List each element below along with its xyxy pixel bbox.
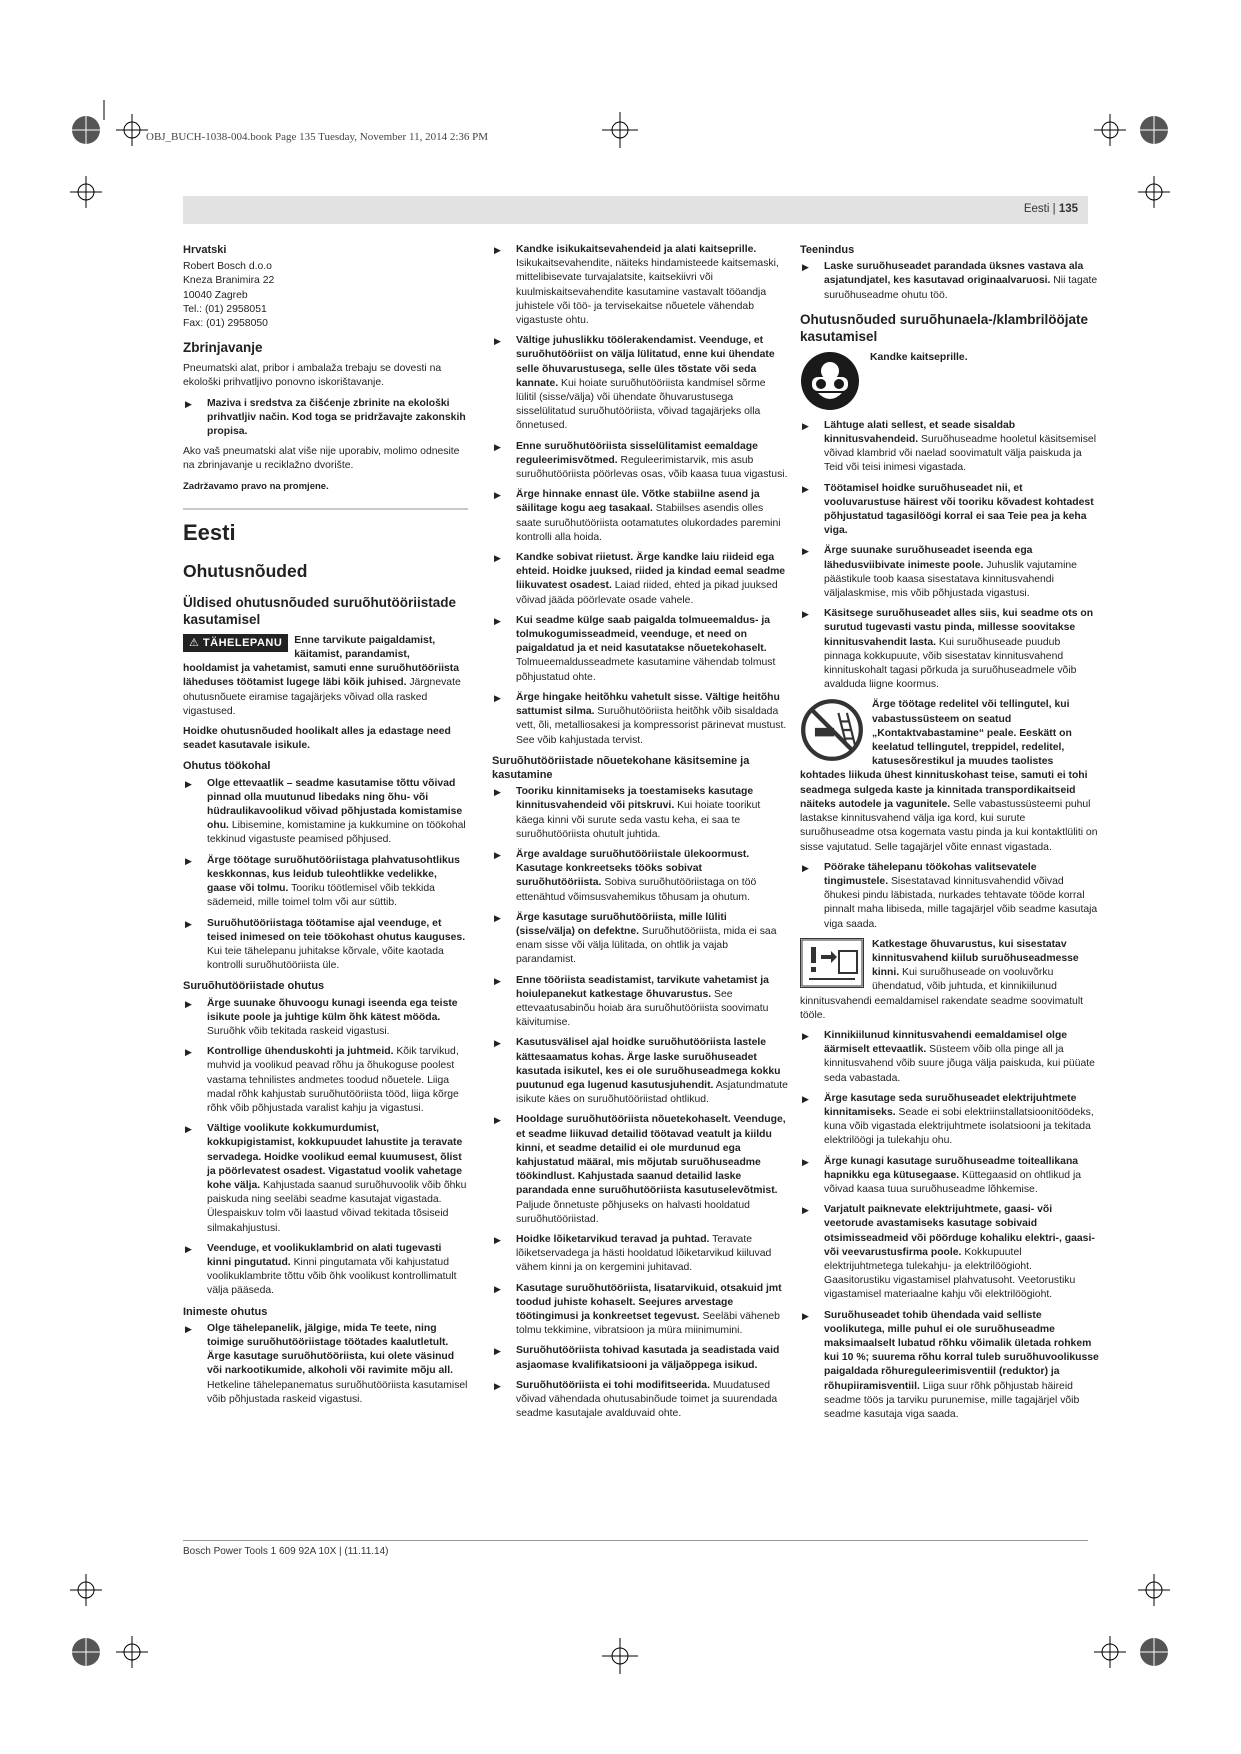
list-item: ▶ Veenduge, et voolikuklambrid on alati tugevasti kinni pingutatud. Kinni pingutamata või kahjustatud voolikuklambrite tõttu võib õhk voolikust kontrollimatult välja pääseda. xyxy=(185,1242,457,1297)
list-item: ▶ Tooriku kinnitamiseks ja toestamiseks kasutage kinnitusvahendeid või pitskruvi. Kui hoiate toorikut käega kinni või surute seda vastu keha, ei saa te suruõhutööriista ohutult juhtida. xyxy=(494,786,761,840)
list-item: ▶ Kasutusvälisel ajal hoidke suruõhutööriista lastele kättesaamatus kohas. Ärge laske suruõhuseadet kasutada isikutel, kes ei ole suruõhuseadmega kokku puutunud ega lugenud kasutusjuhendit. Asjatundmatute isikute käes on suruõhutööriistad ohtlikud. xyxy=(494,1037,788,1106)
page-number: Eesti | 135 xyxy=(1023,203,1078,215)
list-item: ▶ Ärge hingake heitõhku vahetult sisse. Vältige heitõhu sattumist silma. Suruõhutööriista heitõhk võib sisaldada vett, õli, metalliosakesi ja kompressorist pärinevat mustust. See võib kahjustada tervist. xyxy=(494,691,787,746)
footer-divider xyxy=(183,1540,1088,1541)
subsection-heading: Teenindus xyxy=(800,244,855,256)
country-heading: Hrvatski xyxy=(183,244,227,256)
list-item: ▶ Enne suruõhutööriista sisselülitamist eemaldage reguleerimisvõtmed. Reguleerimistarvik, mis asub suruõhutööriista pöörlevas osas, võib kaasa tuua vigastusi. xyxy=(494,440,788,481)
list-item: ▶ Suruõhutööriistaga töötamise ajal veenduge, et teised inimesed on teie töökohast ohutus kauguses. Kui teie tähelepanu juhitakse kõrvale, võite kaotada kontrolli suruõhutööriista üle. xyxy=(185,917,466,972)
list-item: ▶ Vältige voolikute kokkumurdumist, kokkupigistamist, kokkupuudet lahustite ja teravate servadega. Hoidke voolikud eemal kuumusest, õlist ja pöörlevatest osadest. Vigastatud voolik vahetage kohe välja. Kahjustada saanud suruõhuvoolik võib õhku paiskuda ning seeläbi seadme kasutajat vigastada. Ülespaiskuv tolm või laastud võivad tekitada tõsiseid silmakahjustusi. xyxy=(185,1123,467,1234)
list-item: ▶ Suruõhuseadet tohib ühendada vaid selliste voolikutega, mille puhul ei ole suruõhuseadme maksimaalselt lubatud rõhku võimalik ületada rohkem kui 10 %; suurema rõhu korral tuleb suruõhuvoolikusse paigaldada rõhureguleerimisventiil (reduktor) ja rõhupiiramisventiil. Liiga suur rõhk põhjustab häireid seadme töös ja tarviku purunemise, mille tagajärjel võib seadme kasutaja viga saada. xyxy=(802,1309,1099,1421)
column-3 xyxy=(800,243,1100,1428)
page-header xyxy=(183,196,1088,224)
list-item: ▶ Kasutage suruõhutööriista, lisatarvikuid, otsakuid jmt toodud juhiste kohaselt. Seejures arvestage töötingimusi ja konkreetset tegevust. Seeläbi väheneb tolmu tekkimine, vibratsioon ja müra miinimumini. xyxy=(494,1282,782,1337)
registration-mark-top-center xyxy=(600,110,640,150)
list-item: ▶ Suruõhutööriista ei tohi modifitseerida. Muudatused võivad vähendada ohutusabinõude toimet ja suurendada seadme kasutajale avalduvaid ohte. xyxy=(494,1379,778,1420)
list-item: ▶ Hoidke lõiketarvikud teravad ja puhtad. Teravate lõiketservadega ja hästi hooldatud lõiketarvikud kiiluvad vähem kinni ja on kergemini juhitavad. xyxy=(494,1234,772,1274)
goggles-notice: Kandke kaitseprille. xyxy=(800,351,1100,411)
list-item: ▶ Ärge kasutage suruõhutööriista, mille lüliti (sisse/välja) on defektne. Suruõhutööriista, mida ei saa enam sisse või välja lülitada, on ohtlik ja vajab parandamist. xyxy=(494,911,777,966)
list-item: ▶ Kontrollige ühenduskohti ja juhtmeid. Kõik tarvikud, muhvid ja voolikud peavad rõhu ja õhukoguse poolest vastama tehnilistes andmetes toodud nõuetele. Liiga madal rõhk kahjustab suruõhutööriista tööd, liiga kõrge rõhk võib põhjustada varalist kahju ja vigastusi. xyxy=(185,1046,459,1114)
language-title: Eesti xyxy=(183,519,236,545)
safety-goggles-icon xyxy=(800,351,860,411)
list-item: ▶ Kandke sobivat riietust. Ärge kandke laiu riideid ega ehteid. Hoidke juuksed, riided ja kindad eemal seadme liikuvatest osadest. Laiad riided, ehted ja pikad juuksed võivad jääda pöörlevate osade vahele. xyxy=(494,552,786,606)
list-item: ▶ Lähtuge alati sellest, et seade sisaldab kinnitusvahendeid. Suruõhuseadme hooletul käsitsemisel võivad klambrid või naelad soovimatult välja paiskuda ja Teid või teisi inimesi vigastada. xyxy=(802,419,1097,474)
notice: Zadržavamo pravo na promjene. xyxy=(183,480,329,492)
section-heading: Zbrinjavanje xyxy=(183,340,263,356)
list-item: ▶ Ärge töötage suruõhutööriistaga plahvatusohtlikus keskkonnas, kus leidub tuleohtlikke vedelikke, gaase või tolmu. Tooriku töötlemisel võib tekkida sädemeid, mille toimel tolm või aur süttib. xyxy=(185,854,460,909)
divider xyxy=(183,508,468,510)
ladder-warning: Ärge töötage redelitel või tellingutel, kui vabastussüsteem on seatud „Kontaktvabastamine“ peale. Eeskätt on keelatud tellingutel, treppidel, redelitel, katusesõrestikul ja muudes taolistes kohtades liikuda ühest kinnituskohast teise, samuti ei tohi seadmega sulgeda kaste ja kinnitada transpordikaitseid näiteks autodele ja vagunitele. Selle vabastussüsteemi puhul lastakse kinnitusvahend välja iga kord, kui surute suruõhuseadme otsa kogemata vastu pinda ja kui kontaktlüliti on sisse vajutatud. Selle tagajärjel võite ennast vigastada. xyxy=(800,699,1098,853)
list-item: ▶ Olge ettevaatlik – seadme kasutamise tõttu võivad pinnad olla muutunud libedaks ning õhu- või hüdraulikavoolikud võivad põhjustada komistamise ohu. Libisemine, komistamine ja kukkumine on töökohal tekkinud vigastuste peamised põhjused. xyxy=(185,777,466,846)
list-item: ▶ Kinnikiilunud kinnitusvahendi eemaldamisel olge äärmiselt ettevaatlik. Süsteem võib olla pinge all ja kinnitusvahend võib suure jõuga välja paiskuda, kui püüate seda vabastada. xyxy=(802,1029,1095,1084)
registration-mark-bottom-right xyxy=(1090,1560,1180,1680)
list-item: ▶ Ärge suunake suruõhuseadet iseenda ega lähedusviibivate inimeste poole. Juhuslik vajutamine päästikule toob kaasa sisestatava kinnitusvahendi väljalaskmise, mis võib põhjustada vigastusi. xyxy=(802,545,1077,600)
warning-badge: ⚠ TÄHELEPANU xyxy=(183,634,288,652)
list-item: ▶ Vältige juhuslikku töölerakendamist. Veenduge, et suruõhutööriist on välja lülitatud, enne kui ühendate selle õhuvarustusega, selle üles tõstate või seda kannate. Kui hoiate suruõhutööriista kandmisel sõrme lülitil (sisse/välja) või ühendate õhuvarustusega sisselülitatud suruõhutööriista, võivad tagajärjeks olla õnnetused. xyxy=(494,335,775,432)
registration-mark-bottom-left xyxy=(60,1560,150,1680)
list-item: ▶ Ärge hinnake ennast üle. Võtke stabiilne asend ja säilitage kogu aeg tasakaal. Stabiilses asendis olles saate suruõhutööriista ootamatutes olukordades paremini kontrolli alla hoida. xyxy=(494,489,781,543)
registration-mark-top-left xyxy=(60,100,150,220)
paragraph: Pneumatski alat, pribor i ambalaža trebaju se dovesti na ekološki prihvatljivo ponovno iskorištavanje. xyxy=(183,363,442,389)
air-disconnect-icon xyxy=(800,938,864,988)
subsection-heading: Suruõhutööriistade ohutus xyxy=(183,980,325,993)
file-info: OBJ_BUCH-1038-004.book Page 135 Tuesday, November 11, 2014 2:36 PM xyxy=(146,131,489,143)
subsection-heading: Inimeste ohutus xyxy=(183,1305,268,1318)
list-item: ▶ Olge tähelepanelik, jälgige, mida Te teete, ning toimige suruõhutööriistage töötades kaalutletult. Ärge kasutage suruõhutööriista, kui olete väsinud või narkootikumide, alkoholi või ravimite mõju all. Hetkeline tähelepanematus suruõhutööriista kasutamisel võib põhjustada raskeid vigastusi. xyxy=(185,1322,468,1405)
list-item: ▶ Käsitsege suruõhuseadet alles siis, kui seadme ots on surutud tugevasti vastu pinda, millesse soovitakse kinnitusvahendit lasta. Kui suruõhuseade puudub pinnaga kokkupuute, võib sisestatav kinnitusvahend kinnituskohalt tagasi põrkuda ja suruõhuseadmele võib avalduda liigne koormus. xyxy=(802,608,1094,691)
list-item: ▶ Ärge suunake õhuvoogu kunagi iseenda ega teiste isikute poole ja juhtige külm õhk kätest mööda. Suruõhk võib tekitada raskeid vigastusi. xyxy=(185,997,458,1037)
section-heading: Ohutusnõuded suruõhunaela-/klambrilööjate kasutamisel xyxy=(800,311,1089,344)
list-item: ▶ Hooldage suruõhutööriista nõuetekohaselt. Veenduge, et seadme liikuvad detailid töötavad veatult ja kiildu kinni, et seadme detailid ei ole murdunud ega kahjustatud määral, mis mõjutab suruõhuseadme töökindlust. Kahjustada saanud detailid laske parandada enne suruõhutööriista kasutuselevõtmist. Paljude õnnetuste põhjuseks on halvasti hooldatud suruõhutööriistad. xyxy=(494,1114,786,1225)
list-item: ▶ Ärge kasutage seda suruõhuseadet elektrijuhtmete kinnitamiseks. Seade ei sobi elektriinstallatsioonitöödeks, kuna võib vigastada elektrijuhtmete isolatsiooni ja tekitada elektrilöögi ja tulekahju ohu. xyxy=(802,1092,1094,1147)
registration-mark-top-right xyxy=(1090,100,1180,220)
air-disconnect-warning: Katkestage õhuvarustus, kui sisestatav kinnitusvahend kiilub suruõhuseadmesse kinni. Kui suruõhuseade on vooluvõrku ühendatud, võib juhtuda, et kinnikiilunud kinnitusvahendi eemaldamisel rakendate seadme soovimatult tööle. xyxy=(800,938,1084,1021)
list-item: ▶ Suruõhutööriista tohivad kasutada ja seadistada vaid asjaomase kvalifikatsiooni ja väljaõppega isikud. xyxy=(494,1345,780,1371)
page-footer: Bosch Power Tools 1 609 92A 10X | (11.11.14) xyxy=(183,1546,389,1557)
list-item: ▶ Kandke isikukaitsevahendeid ja alati kaitseprille. Isikukaitsevahendite, näiteks hindamisteede kaitsemaski, mittelibisevate turvajalatsite, kaitsekiivri või kuulmiskaitsevahendite kasutamine vastavalt tööandja juhistele või töö- ja tervisekaitse nõuetele vähendab vigastuste ohtu. xyxy=(494,244,779,327)
registration-mark-bottom-center xyxy=(600,1636,640,1676)
list-item: ▶ Maziva i sredstva za čišćenje zbrinite na ekološki prihvatljiv način. Kod toga se pridržavajte zakonskih propisa. xyxy=(185,397,466,438)
list-item: ▶ Enne tööriista seadistamist, tarvikute vahetamist ja hoiulepanekut katkestage õhuvarustus. See ettevaatusabinõu hoiab ära suruõhutööriista soovimatu käivitumise. xyxy=(494,974,769,1029)
list-item: ▶ Ärge avaldage suruõhutööriistale ülekoormust. Kasutage konkreetseks tööks sobivat suruõhutööriista. Sobiva suruõhutööriistaga on töö ettenähtud võimsusvahemikus tõhusam ja ohutum. xyxy=(494,848,757,903)
subsection-heading: Ohutus töökohal xyxy=(183,760,271,773)
address-block: Robert Bosch d.o.o Kneza Branimira 22 10040 Zagreb Tel.: (01) 2958051 Fax: (01) 2958050 xyxy=(183,261,275,330)
no-ladder-icon xyxy=(800,698,864,762)
warning-paragraph: ⚠ TÄHELEPANU Enne tarvikute paigaldamist, käitamist, parandamist, hooldamist ja vahetamist, samuti enne suruõhutööriista läheduses töötamist lugege läbi kõik juhised. Järgnevate ohutusnõuete eiramise tagajärjeks võivad olla rasked vigastused. xyxy=(183,634,461,717)
page-title: Ohutusnõuded xyxy=(183,560,308,581)
column-2 xyxy=(492,243,788,1427)
list-item: ▶ Kui seadme külge saab paigalda tolmueemaldus- ja tolmukogumisseadmeid, veenduge, et need on paigaldatud ja et neid kasutatakse nõuetekohaselt. Tolmueemaldusseadmete kasutamine vähendab tolmust põhjustatud ohte. xyxy=(494,614,776,683)
paragraph: Hoidke ohutusnõuded hoolikalt alles ja edastage need seadet kasutavale isikule. xyxy=(183,726,451,752)
column-1 xyxy=(183,243,468,1413)
list-item: ▶ Varjatult paiknevate elektrijuhtmete, gaasi- või veetorude avastamiseks kasutage sobivaid otsimisseadmeid või pöörduge kohaliku elektri-, gaasi- või veevarustusfirma poole. Kokkupuutel elektrijuhtmetega tulekahju- ja elektrilöögioht. Gaasitorustiku vigastamisel plahvatusoht. Veetorustiku vigastamisel materiaalne kahju või elektrilöögioht. xyxy=(802,1204,1095,1301)
list-item: ▶ Töötamisel hoidke suruõhuseadet nii, et vooluvarustuse häirest või tooriku kõvadest kohtadest põhjustatud tagasilöögi korral ei saa Teie pea ja keha viga. xyxy=(802,482,1094,537)
section-heading: Üldised ohutusnõuded suruõhutööriistade kasutamisel xyxy=(183,594,456,627)
list-item: ▶ Pöörake tähelepanu töökohas valitsevatele tingimustele. Sisestatavad kinnitusvahendid võivad õhukesi pindu läbistada, nurkades tehtavate tööde korral pinnalt maha libiseda, mille tagajärjel võib seadme kasutaja viga saada. xyxy=(802,861,1098,930)
paragraph: Ako vaš pneumatski alat više nije uporabiv, molimo odnesite na zbrinjavanje u reciklažno dvorište. xyxy=(183,446,460,472)
subsection-heading: Suruõhutööriistade nõuetekohane käsitsemine ja kasutamine xyxy=(492,754,750,781)
list-item: ▶ Ärge kunagi kasutage suruõhuseadme toiteallikana hapnikku ega kütusegaase. Küttegaasid on ohtlikud ja võivad kaasa tuua suruõhuseadme lõhkemise. xyxy=(802,1155,1082,1195)
list-item: ▶ Laske suruõhuseadet parandada üksnes vastava ala asjatundjatel, kes kasutavad originaalvaruosi. Nii tagate suruõhuseadme ohutu töö. xyxy=(802,261,1098,301)
